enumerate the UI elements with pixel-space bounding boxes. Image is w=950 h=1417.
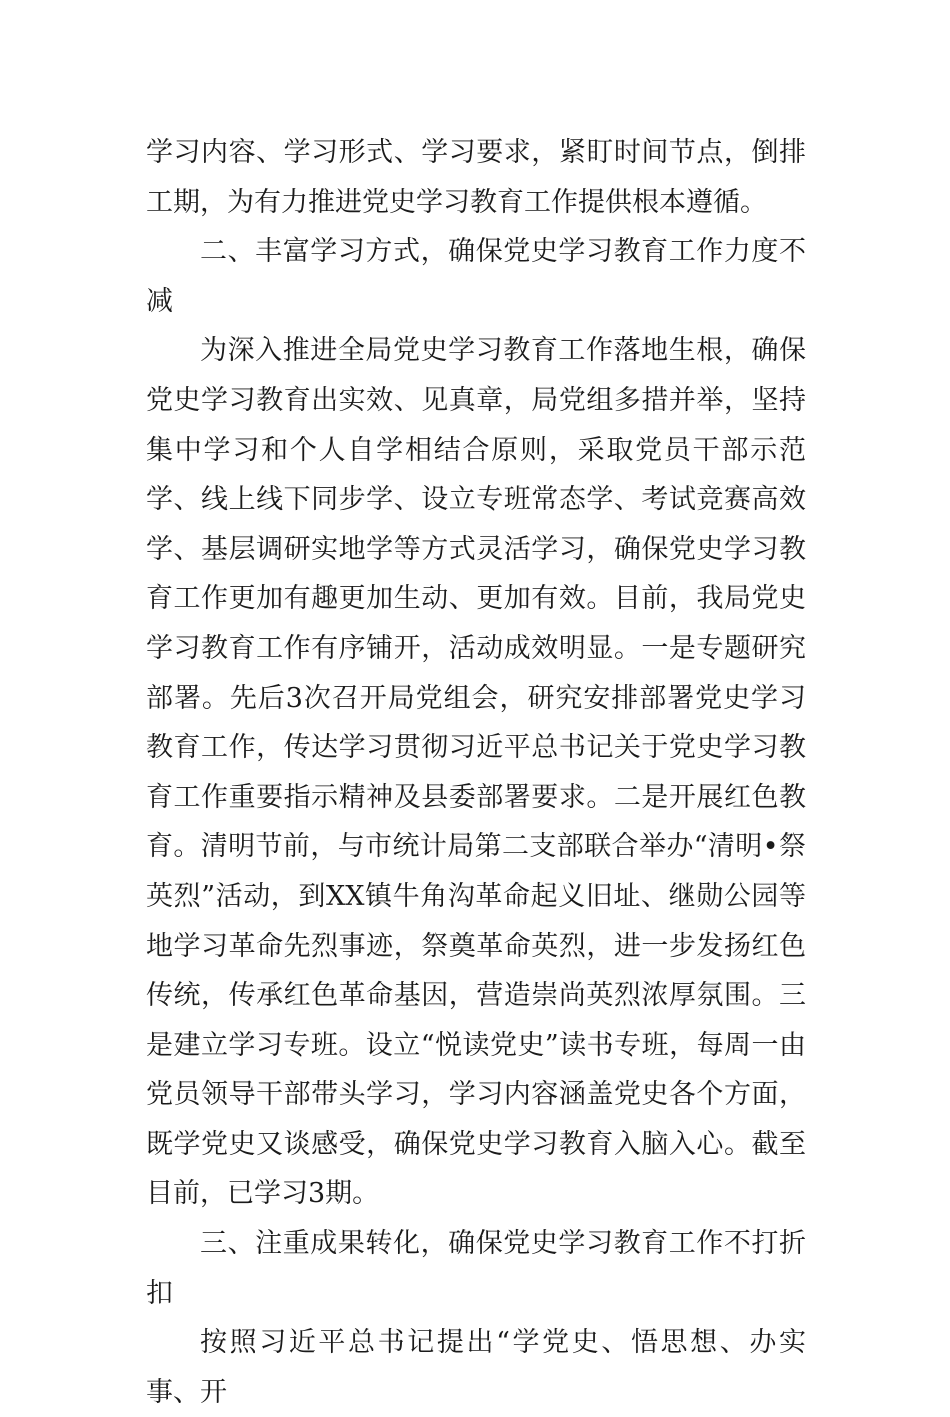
paragraph-body: 为深入推进全局党史学习教育工作落地生根，确保党史学习教育出实效、见真章，局党组多措并举，坚持集中学习和个人自学相结合原则，采取党员干部示范学、线上线下同步学、设立专班常态学、考试竞赛高效学、基层调研实地学等方式灵活学习，确保党史学习教育工作更加有趣更加生动、更加有效。目前，我局党史学习教育工作有序铺开，活动成效明显。一是专题研究部署。先后3次召开局党组会，研究安排部署党史学习教育工作，传达学习贯彻习近平总书记关于党史学习教育工作重要指示精神及县委部署要求。二是开展红色教育。清明节前，与市统计局第二支部联合举办“清明•祭英烈”活动，到XX镇牛角沟革命起义旧址、继勋公园等地学习革命先烈事迹，祭奠革命英烈，进一步发扬红色传统，传承红色革命基因，营造崇尚英烈浓厚氛围。三是建立学习专班。设立“悦读党史”读书专班，每周一由党员领导干部带头学习，学习内容涵盖党史各个方面，既学党史又谈感受，确保党史学习教育入脑入心。截至目前，已学习3期。 xyxy=(146,335,806,1210)
section-heading-3: 三、注重成果转化，确保党史学习教育工作不打折扣 xyxy=(146,1228,806,1309)
section-heading-2: 二、丰富学习方式，确保党史学习教育工作力度不减 xyxy=(146,236,806,317)
paragraph-continuation: 学习内容、学习形式、学习要求，紧盯时间节点，倒排工期，为有力推进党史学习教育工作提供根本遵循。 xyxy=(146,137,806,218)
paragraph-body-start: 按照习近平总书记提出“学党史、悟思想、办实事、开 xyxy=(146,1327,806,1408)
document-body xyxy=(146,128,806,1417)
